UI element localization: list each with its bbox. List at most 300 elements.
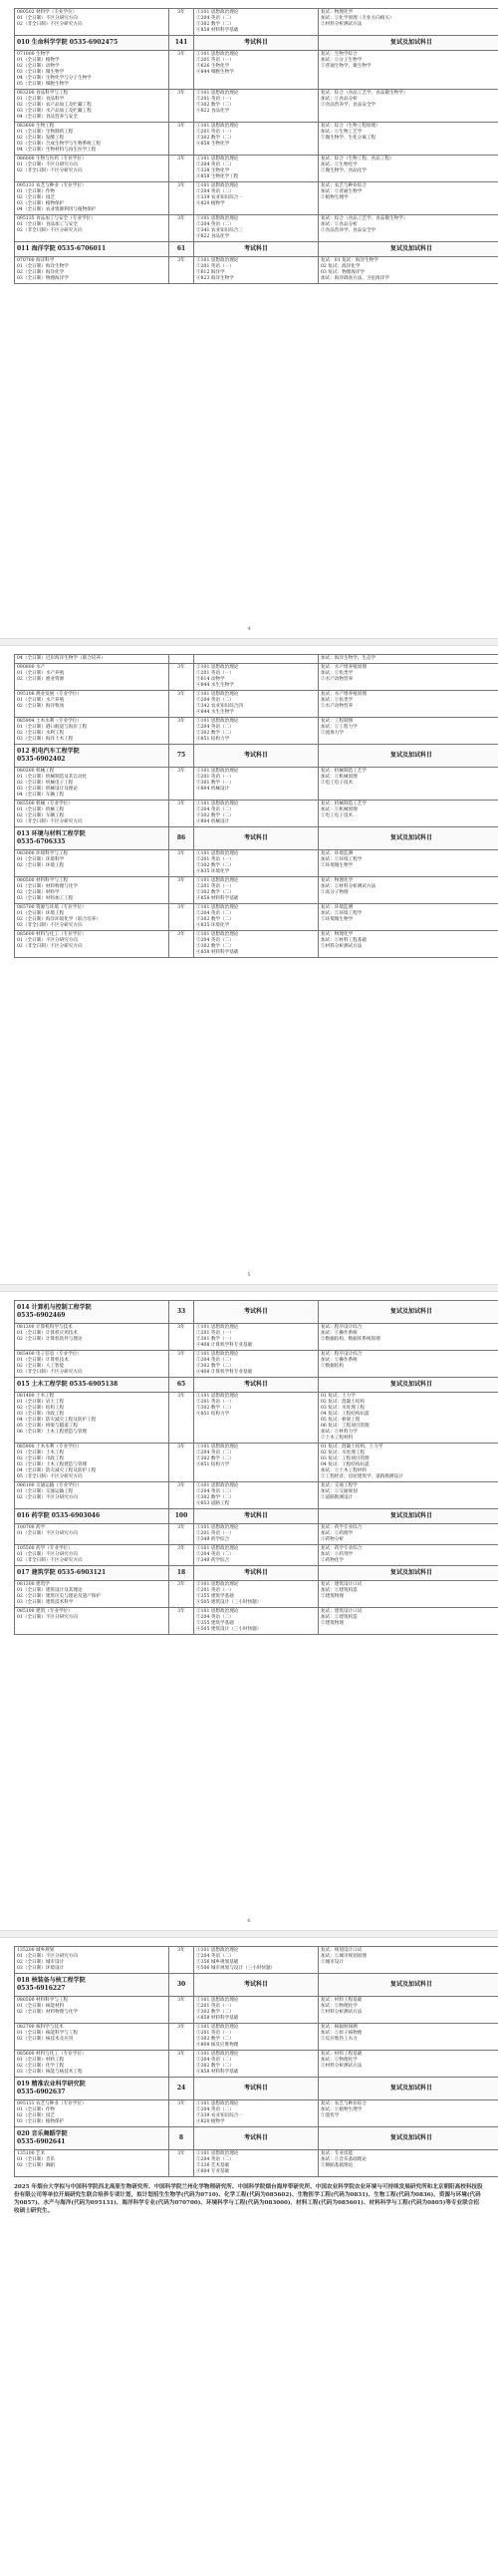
cell-line: 考试科目 [196, 1981, 316, 1989]
cell-line: 复试：核辐射探测 [321, 2025, 498, 2031]
cell-line: ④853 道路工程 [196, 1501, 316, 1507]
program-cell [15, 1524, 169, 1545]
retest-subjects-cell [319, 718, 498, 745]
retest-subjects-cell [319, 931, 498, 958]
quota-cell: 33 [169, 1301, 194, 1324]
exam-subjects-cell [194, 1581, 319, 1608]
retest-subjects-cell [319, 2127, 498, 2150]
cell-line: ①101 思想政治理论 [196, 878, 316, 884]
cell-line: 016 药学院 0535-6903046 [17, 1512, 166, 1520]
cell-line: ③302 数学（二） [196, 2064, 316, 2070]
college-name-cell [15, 1378, 169, 1393]
cell-line: ②植物生理学 [321, 195, 498, 201]
cell-line: 加试：海洋调查方法、卫星海洋学 [321, 276, 498, 282]
program-cell [15, 1351, 169, 1378]
cell-line: 复试：01 复试：海洋生物学 [321, 258, 498, 264]
retest-subjects-cell [319, 242, 498, 257]
cell-line: ③302 数学（二） [196, 863, 316, 869]
cell-line: ②城市设计 [321, 1960, 498, 1966]
retest-subjects-cell [319, 850, 498, 877]
program-cell [15, 1324, 169, 1351]
program-row [15, 1393, 498, 1444]
cell-line: ②微生物学、食品化学 [321, 168, 498, 174]
program-cell [15, 931, 169, 958]
cell-line: 02（全日制）渔业资源 [17, 677, 166, 683]
duration-cell: 3年 [169, 1393, 194, 1444]
cell-line: ④804 专业基础 [196, 2169, 316, 2175]
cell-line: ①101 思想政治理论 [196, 2025, 316, 2031]
cell-line: ②204 英语（二） [196, 222, 316, 228]
cell-line: ④858 材料科学基础 [196, 2016, 316, 2022]
program-row [15, 801, 498, 827]
cell-line: 考试科目 [196, 1308, 316, 1316]
duration-cell: 3年 [169, 1482, 194, 1509]
program-cell [15, 1608, 169, 1635]
retest-subjects-cell [319, 1301, 498, 1324]
cell-line: 082700 核科学与技术 [17, 2025, 166, 2031]
cell-line: 03 复试：水处理工程 [321, 1406, 498, 1412]
program-row [15, 90, 498, 123]
cell-line: 复试：综合（生物工程、食品工程） [321, 157, 498, 162]
cell-line: ①101 思想政治理论 [196, 905, 316, 911]
cell-line: 085600 材料与化工（专业学位） [17, 932, 166, 938]
quota-cell: 141 [169, 36, 194, 51]
retest-subjects-cell [319, 877, 498, 904]
cell-line: 复试及加试科目 [321, 752, 498, 760]
retest-subjects-cell [319, 768, 498, 801]
cell-line: ①101 思想政治理论 [196, 52, 316, 58]
program-cell [15, 257, 169, 284]
cell-line: ①101 思想政治理论 [196, 216, 316, 222]
college-name-cell [15, 1509, 169, 1524]
cell-line: 复试：药学专业综合 [321, 1546, 498, 1552]
cell-line: ④858 材料科学基础 [196, 896, 316, 902]
cell-line: ②204 英语（二） [196, 1489, 316, 1495]
cell-line: 100700 药学 [17, 1525, 166, 1531]
page-3 [0, 1292, 498, 1930]
cell-line: 085600 材料与化工（专业学位） [17, 2052, 166, 2058]
cell-line: 加试：①鱼类学 [321, 698, 498, 704]
program-row [15, 1608, 498, 1635]
cell-line: 085500 机械（专业学位） [17, 802, 166, 807]
cell-line: 04（全日制）近岸海洋生物学（联合培养） [17, 656, 166, 662]
cell-line: 01（全日制）计算机技术 [17, 1358, 166, 1364]
cell-line: 02（全日制）车辆工程 [17, 813, 166, 819]
cell-line: 086100 交通运输（专业学位） [17, 1483, 166, 1489]
cell-line: 03（非全日制）不区分研究方向 [17, 1370, 166, 1376]
cell-line: ①101 思想政治理论 [196, 692, 316, 698]
cell-line: 020 音乐舞蹈学院 [17, 2130, 166, 2138]
exam-subjects-cell [194, 51, 319, 90]
cell-line: ③302 数学（二） [196, 1495, 316, 1501]
cell-line: ③302 数学（二） [196, 731, 316, 737]
exam-subjects-cell [194, 877, 319, 904]
cell-line: 02（全日制）核技术及应用 [17, 2037, 166, 2043]
cell-line: 复试：水产增养殖原理 [321, 692, 498, 698]
duration-cell: 3年 [169, 904, 194, 931]
program-cell [15, 801, 169, 827]
cell-line: 04 复试：工程结构抗震 [321, 1412, 498, 1418]
college-name-cell [15, 1974, 169, 1997]
retest-subjects-cell [319, 1545, 498, 1566]
program-row [15, 931, 498, 958]
cell-line: 01（全日制）海洋生物学 [17, 264, 166, 270]
cell-line: ②环境微生物学 [321, 917, 498, 923]
cell-line: 010 生命科学学院 0535-6902475 [17, 39, 166, 47]
college-header-row [15, 1301, 498, 1324]
cell-line: 加试：①原子核物理 [321, 2031, 498, 2037]
cell-line: ②建筑物理 [321, 1621, 498, 1627]
cell-line: 012 机电汽车工程学院 [17, 748, 166, 756]
cell-line: ②药物化学 [321, 1558, 498, 1564]
cell-line: ③302 数学（二） [196, 813, 316, 819]
cell-line: ①101 思想政治理论 [196, 1394, 316, 1400]
cell-line: 加试：①植物生理学 [321, 2107, 498, 2113]
cell-line: 01（全日制）计算机应用技术 [17, 1331, 166, 1337]
cell-line: ②204 英语（二） [196, 1954, 316, 1960]
cell-line: 03（非全日制）不区分研究方向 [17, 819, 166, 825]
cell-line: ②食品营养学、食品安全学 [321, 103, 498, 109]
program-row [15, 904, 498, 931]
cell-line: ②药物分析 [321, 1537, 498, 1543]
cell-line: ④858 材料科学基础 [196, 2070, 316, 2076]
cell-line: 02（全日制）农产品加工及贮藏工程 [17, 103, 166, 109]
cell-line: 01（全日制）植物学 [17, 58, 166, 64]
retest-subjects-cell [319, 156, 498, 182]
cell-line: 复试：综合（生物工程原理） [321, 124, 498, 130]
cell-line: 复试：工程制图 [321, 719, 498, 725]
duration-cell: 3年 [169, 9, 194, 36]
cell-line: ②水产动物营养 [321, 677, 498, 683]
cell-line: ②201 英语（一） [196, 884, 316, 890]
cell-line: 03（全日制）合成生物学与生物系统工程 [17, 142, 166, 148]
cell-line: 080500 材料科学与工程 [17, 878, 166, 884]
cell-line: 加试：①分子生物学 [321, 58, 498, 64]
cell-line: 02（全日制）计算机软件与理论 [17, 1337, 166, 1343]
retest-subjects-cell [319, 745, 498, 768]
cell-line: 02（非全日制）不区分研究方向 [17, 228, 166, 234]
cell-line: 加试：①生物化学 [321, 162, 498, 168]
cell-line: ④804 机械设计 [196, 787, 316, 793]
duration-cell: 3年 [169, 1581, 194, 1608]
cell-line: ④858 生物化学 [196, 142, 316, 148]
cell-line: 03（全日制）微生物学 [17, 70, 166, 76]
cell-line: 01（全日制）核能科学与工程 [17, 2031, 166, 2037]
cell-line: 01（全日制）岩土工程 [17, 1400, 166, 1406]
retest-subjects-cell [319, 215, 498, 242]
cell-line: 复试及加试科目 [321, 1981, 498, 1989]
cell-line: 02（非全日制）不区分研究方向 [17, 1558, 166, 1564]
cell-line: 014 计算机与控制工程学院 [17, 1304, 166, 1312]
college-name-cell [15, 827, 169, 850]
cell-line: 02（全日制）材料学 [17, 890, 166, 896]
program-cell [15, 904, 169, 931]
cell-line: 复试：物理化学 [321, 932, 498, 938]
cell-line: ②反应堆热工水力 [321, 2037, 498, 2043]
cell-line: 01（全日制）机械工程 [17, 807, 166, 813]
cell-line: ③301 数学（一） [196, 781, 316, 787]
cell-line: 0535-6916227 [17, 1985, 166, 1993]
cell-line: 复试：专业技能 [321, 2151, 498, 2157]
college-name-cell [15, 2127, 169, 2150]
retest-subjects-cell [319, 1566, 498, 1581]
exam-subjects-cell [194, 2127, 319, 2150]
cell-line: 复试及加试科目 [321, 2134, 498, 2142]
exam-subjects-cell [194, 691, 319, 718]
program-cell [15, 1545, 169, 1566]
exam-subjects-cell [194, 36, 319, 51]
program-cell [15, 768, 169, 801]
quota-cell: 65 [169, 1378, 194, 1393]
exam-subjects-cell [194, 156, 319, 182]
cell-line: ②201 英语（一） [196, 1400, 316, 1406]
program-cell [15, 90, 169, 123]
cell-line: ③302 数学（二） [196, 890, 316, 896]
duration-cell: 3年 [169, 2100, 194, 2127]
cell-line: 复试及加试科目 [321, 1512, 498, 1520]
retest-subjects-cell [319, 1393, 498, 1444]
cell-line: 080500 材料科学与工程 [17, 1998, 166, 2004]
retest-subjects-cell [319, 2100, 498, 2127]
cell-line: 复试：材料工程基础 [321, 2052, 498, 2058]
retest-subjects-cell [319, 1524, 498, 1545]
program-row [15, 1524, 498, 1545]
cell-line: 02（非全日制）不区分研究方向 [17, 944, 166, 950]
cell-line: 081400 土木工程 [17, 1394, 166, 1400]
cell-line: ④851 结构力学 [196, 1412, 316, 1418]
cell-line: ④408 计算机学科专业基础 [196, 1370, 316, 1376]
cell-line: 01 复试：混凝土结构、土力学 [321, 1445, 498, 1450]
retest-subjects-cell [319, 655, 498, 664]
college-name-cell [15, 36, 169, 51]
cell-line: ④808 核反应堆物理 [196, 2043, 316, 2049]
program-cell [15, 215, 169, 242]
program-cell [15, 850, 169, 877]
cell-line: ②电工电子技术 [321, 781, 498, 787]
cell-line: ②204 英语（二） [196, 1358, 316, 1364]
cell-line: ③612 海洋学 [196, 270, 316, 276]
cell-line: ②水产动物营养 [321, 704, 498, 710]
exam-subjects-cell [194, 2100, 319, 2127]
cell-line: ①101 思想政治理论 [196, 769, 316, 775]
college-header-row [15, 745, 498, 768]
cell-line: 01（全日制）环境科学 [17, 857, 166, 863]
college-header-row [15, 827, 498, 850]
retest-subjects-cell [319, 182, 498, 215]
cell-line: 加试：①食品分析 [321, 97, 498, 103]
cell-line: ②201 英语（一） [196, 775, 316, 781]
cell-line: ④822 食品化学 [196, 109, 316, 115]
cell-line: 加试：海洋生物学、生态学 [321, 656, 498, 662]
program-row [15, 1482, 498, 1509]
cell-line: 加试：①环境工程学 [321, 857, 498, 863]
cell-line: ②204 英语（二） [196, 189, 316, 195]
cell-line: 095131 农艺与种业（专业学位） [17, 183, 166, 189]
cell-line: 考试科目 [196, 245, 316, 253]
quota-cell: 30 [169, 1974, 194, 1997]
exam-subjects-cell [194, 1301, 319, 1324]
cell-line: 02（全日制）园艺 [17, 2113, 166, 2119]
cell-line: ③341 农业知识综合三 [196, 228, 316, 234]
cell-line: ①101 思想政治理论 [196, 1948, 316, 1954]
cell-line: ①101 思想政治理论 [196, 157, 316, 162]
cell-line: 复试：农艺与种业综合 [321, 183, 498, 189]
cell-line: 013 环境与材料工程学院 [17, 830, 166, 838]
cell-line: 03 复试：工程项目管理 [321, 1456, 498, 1462]
cell-line: 复试及加试科目 [321, 245, 498, 253]
retest-subjects-cell [319, 1351, 498, 1378]
college-header-row [15, 36, 498, 51]
cell-line: ②材料分析测试方法 [321, 2010, 498, 2016]
program-row [15, 215, 498, 242]
retest-subjects-cell [319, 9, 498, 36]
page-2 [0, 646, 498, 1284]
duration-cell: 3年 [169, 51, 194, 90]
duration-cell: 3年 [169, 1524, 194, 1545]
program-row [15, 2100, 498, 2127]
cell-line: 复试：综合（食品工艺学、食品微生物学） [321, 216, 498, 222]
duration-cell: 3年 [169, 850, 194, 877]
exam-subjects-cell [194, 257, 319, 284]
cell-line: 105500 药学（专业学位） [17, 1546, 166, 1552]
quota-cell: 18 [169, 1566, 194, 1581]
retest-subjects-cell [319, 1974, 498, 1997]
duration-cell: 3年 [169, 215, 194, 242]
cell-line: ②204 英语（二） [196, 911, 316, 917]
cell-line: 02（全日制）人工智能 [17, 1364, 166, 1370]
cell-line: 085904 土木水利（专业学位） [17, 719, 166, 725]
cell-line: ④505 建筑设计（三小时快题） [196, 1627, 316, 1633]
program-cell [15, 2150, 169, 2177]
exam-subjects-cell [194, 1566, 319, 1581]
program-row [15, 1997, 498, 2024]
retest-subjects-cell [319, 904, 498, 931]
exam-subjects-cell [194, 904, 319, 931]
quota-cell: 100 [169, 1509, 194, 1524]
retest-subjects-cell [319, 2024, 498, 2051]
cell-line: 01（全日制）环境工程 [17, 911, 166, 917]
cell-line: ②工程经济、房屋建筑学、道路勘测设计 [321, 1474, 498, 1480]
retest-subjects-cell [319, 827, 498, 850]
program-cell [15, 1393, 169, 1444]
program-row [15, 1581, 498, 1608]
cell-line: 03（全日制）土木工程建造与管理 [17, 1462, 166, 1468]
quota-cell: 61 [169, 242, 194, 257]
cell-line: 095135 食品加工与安全（专业学位） [17, 216, 166, 222]
cell-line: 02（非全日制）不区分研究方向 [17, 22, 166, 28]
retest-subjects-cell [319, 664, 498, 691]
program-cell [15, 2051, 169, 2078]
cell-line: ①101 思想政治理论 [196, 124, 316, 130]
exam-subjects-cell [194, 2078, 319, 2100]
cell-line: 复试：程序设计综合 [321, 1325, 498, 1331]
cell-line: ①101 思想政治理论 [196, 258, 316, 264]
duration-cell: 3年 [169, 1997, 194, 2024]
duration-cell: 3年 [169, 768, 194, 801]
program-row [15, 655, 498, 664]
cell-line: ④858 材料科学基础 [196, 28, 316, 34]
cell-line: ②204 英语（二） [196, 162, 316, 168]
cell-line: 01（全日制）生物制药工程 [17, 130, 166, 136]
program-cell [15, 2100, 169, 2127]
cell-line: ④835 环境化学 [196, 923, 316, 929]
cell-line: ③349 药学综合 [196, 1537, 316, 1543]
exam-subjects-cell [194, 2150, 319, 2177]
cell-line: 考试科目 [196, 2134, 316, 2142]
program-cell [15, 1581, 169, 1608]
cell-line: 04（全日制）生物化学与分子生物学 [17, 76, 166, 82]
cell-line: 01（全日制）港口航道与海岸工程 [17, 725, 166, 731]
cell-line: ②201 英语（一） [196, 264, 316, 270]
cell-line: 加试：①材料分析测试方法 [321, 884, 498, 890]
page-separator [0, 638, 498, 646]
retest-subjects-cell [319, 90, 498, 123]
cell-line: 复试：农艺与种业综合 [321, 2101, 498, 2107]
program-cell [15, 9, 169, 36]
exam-subjects-cell [194, 768, 319, 801]
program-cell [15, 655, 169, 664]
college-header-row [15, 1974, 498, 1997]
cell-line: 135100 艺术 [17, 2151, 166, 2157]
cell-line: 02 复试：海洋化学 [321, 264, 498, 270]
duration-cell [169, 655, 194, 664]
cell-line: ①101 思想政治理论 [196, 91, 316, 97]
program-cell [15, 51, 169, 90]
cell-line: 复试：药学专业综合 [321, 1525, 498, 1531]
duration-cell: 3年 [169, 257, 194, 284]
cell-line: 02（全日制）发酵工程 [17, 136, 166, 142]
exam-subjects-cell [194, 655, 319, 664]
cell-line: ④820 植物学 [196, 2119, 316, 2125]
cell-line: 考试科目 [196, 1381, 316, 1389]
program-cell [15, 2024, 169, 2051]
cell-line: ①101 思想政治理论 [196, 1352, 316, 1358]
retest-subjects-cell [319, 2150, 498, 2177]
cell-line: 复试：物理化学 [321, 878, 498, 884]
cell-line: 01（全日制）食品加工与安全 [17, 222, 166, 228]
exam-subjects-cell [194, 1482, 319, 1509]
retest-subjects-cell [319, 1947, 498, 1974]
cell-line: 复试及加试科目 [321, 2085, 498, 2093]
cell-line: 01（全日制）土木工程 [17, 1450, 166, 1456]
cell-line: 017 建筑学院 0535-6903121 [17, 1569, 166, 1577]
cell-line: 01（全日制）机械制造及其自动化 [17, 775, 166, 781]
cell-line: ①101 思想政治理论 [196, 1998, 316, 2004]
cell-line: 085100 建筑（专业学位） [17, 1609, 166, 1615]
cell-line: ③302 数学（二） [196, 944, 316, 950]
cell-line: 02（全日制）不区分研究方向 [17, 1495, 166, 1501]
program-row [15, 182, 498, 215]
cell-line: ④823 海洋生物学 [196, 276, 316, 282]
cell-line: ②微生物学、生化分离工程 [321, 136, 498, 142]
exam-subjects-cell [194, 1351, 319, 1378]
cell-line: 083600 生物工程 [17, 124, 166, 130]
program-row [15, 664, 498, 691]
cell-line: ③355 建筑学基础 [196, 1621, 316, 1627]
cell-line: 复试：建筑设计口试 [321, 1582, 498, 1588]
program-cell [15, 156, 169, 182]
program-row [15, 2150, 498, 2177]
cell-line: 04（全日制）防灾减灾工程及防护工程 [17, 1468, 166, 1474]
exam-subjects-cell [194, 182, 319, 215]
quota-cell: 86 [169, 827, 194, 850]
exam-subjects-cell [194, 1378, 319, 1393]
cell-line: ②204 英语（二） [196, 698, 316, 704]
cell-line: 加试：①普通生物学 [321, 189, 498, 195]
page-separator [0, 1930, 498, 1938]
exam-subjects-cell [194, 1974, 319, 1997]
cell-line: ②201 英语（一） [196, 97, 316, 103]
